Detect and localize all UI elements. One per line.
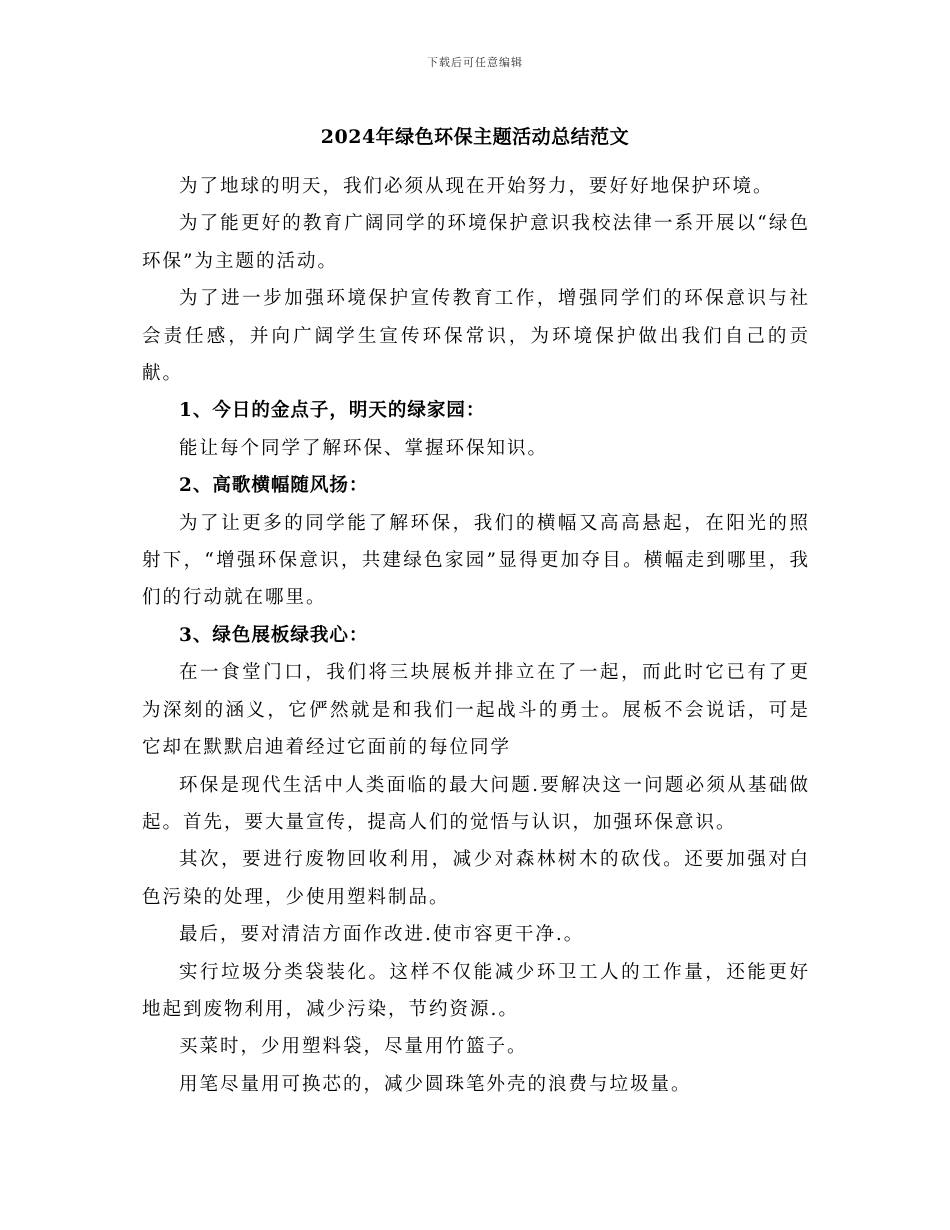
paragraph: 其次，要进行废物回收利用，减少对森林树木的砍伐。还要加强对白色污染的处理，少使用塑料制品。 [142,849,810,908]
paragraph: 用笔尽量用可换芯的，减少圆珠笔外壳的浪费与垃圾量。 [179,1073,692,1095]
document-title: 2024年绿色环保主题活动总结范文 [320,126,630,148]
paragraph: 买菜时，少用塑料袋，尽量用竹篮子。 [179,1036,528,1058]
paragraph: 实行垃圾分类袋装化。这样不仅能减少环卫工人的工作量，还能更好地起到废物利用，减少污染，节约资源.。 [142,961,810,1020]
paragraph: 环保是现代生活中人类面临的最大问题.要解决这一问题必须从基础做起。首先，要大量宣传，提高人们的觉悟与认识，加强环保意识。 [142,774,810,833]
header-note: 下载后可任意编辑 [427,56,523,69]
paragraph: 为了让更多的同学能了解环保，我们的横幅又高高悬起，在阳光的照射下，“增强环保意识，共建绿色家园”显得更加夺目。横幅走到哪里，我们的行动就在哪里。 [142,512,810,609]
document-body [142,168,810,1103]
section-heading: 1、今日的金点子，明天的绿家园： [179,400,486,422]
paragraph: 为了能更好的教育广阔同学的环境保护意识我校法律一系开展以“绿色环保”为主题的活动。 [142,213,810,272]
section-heading: 2、高歌横幅随风扬： [179,475,369,497]
paragraph: 为了地球的明天，我们必须从现在开始努力，要好好地保护环境。 [179,176,774,197]
paragraph: 最后，要对清洁方面作改进.使市容更干净.。 [179,924,585,946]
paragraph: 能让每个同学了解环保、掌握环保知识。 [179,437,549,459]
paragraph: 为了进一步加强环境保护宣传教育工作，增强同学们的环保意识与社会责任感，并向广阔学生宣传环保常识，为环境保护做出我们自己的贡献。 [142,288,810,385]
paragraph: 在一食堂门口，我们将三块展板并排立在了一起，而此时它已有了更为深刻的涵义，它俨然就是和我们一起战斗的勇士。展板不会说话，可是它却在默默启迪着经过它面前的每位同学 [142,662,810,759]
section-heading: 3、绿色展板绿我心： [179,624,369,646]
